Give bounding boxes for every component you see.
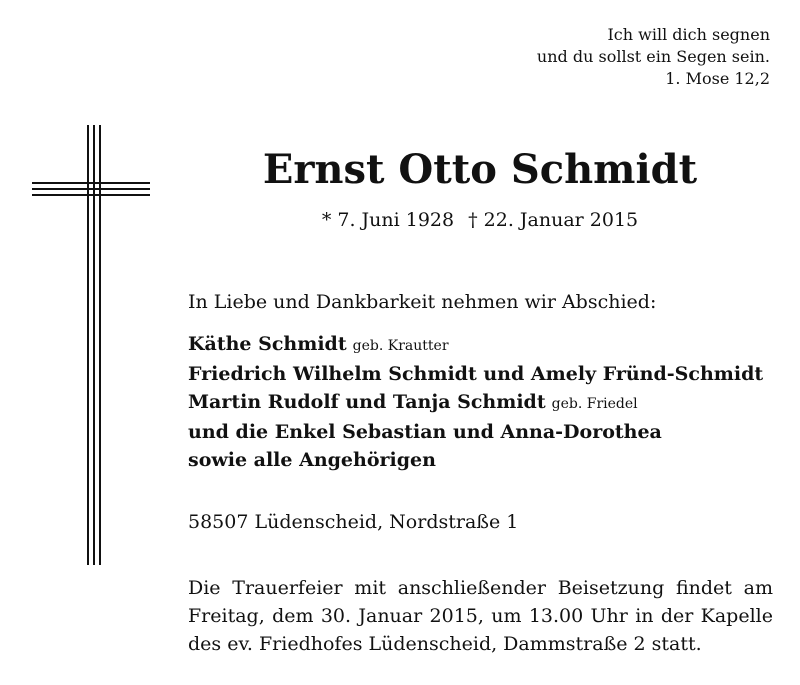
mourner-row: Friedrich Wilhelm Schmidt und Amely Fründ-Schmidt bbox=[188, 363, 764, 385]
mourner-row bbox=[188, 330, 763, 360]
mourners-list bbox=[188, 330, 763, 474]
funeral-details-line: Die Trauerfeier mit anschließender Beisetzung findet am bbox=[188, 577, 773, 599]
family-address: 58507 Lüdenscheid, Nordstraße 1 bbox=[188, 511, 519, 533]
maiden-name-note: geb. Krautter bbox=[352, 338, 449, 354]
funeral-details bbox=[188, 574, 773, 658]
mourner-name: Käthe Schmidt bbox=[188, 333, 347, 355]
verse-line-1: Ich will dich segnen bbox=[607, 25, 770, 44]
deceased-name: Ernst Otto Schmidt bbox=[262, 146, 698, 193]
mourner-row: und die Enkel Sebastian und Anna-Dorothea bbox=[188, 421, 662, 443]
mourner-name: Martin Rudolf und Tanja Schmidt bbox=[188, 391, 546, 413]
mourner-row: sowie alle Angehörigen bbox=[188, 449, 436, 471]
birth-date: * 7. Juni 1928 bbox=[321, 209, 455, 231]
farewell-intro: In Liebe und Dankbarkeit nehmen wir Abschied: bbox=[188, 291, 657, 313]
life-dates bbox=[190, 209, 770, 231]
maiden-name-note: geb. Friedel bbox=[551, 396, 638, 412]
mourner-row bbox=[188, 388, 763, 418]
verse-reference: 1. Mose 12,2 bbox=[665, 69, 770, 88]
funeral-details-line: Freitag, dem 30. Januar 2015, um 13.00 Uhr in der Kapelle bbox=[188, 605, 773, 627]
verse-line-2: und du sollst ein Segen sein. bbox=[536, 47, 770, 66]
death-date: † 22. Januar 2015 bbox=[468, 209, 639, 231]
funeral-details-line: des ev. Friedhofes Lüdenscheid, Dammstraße 2 statt. bbox=[188, 633, 702, 655]
cross-icon bbox=[30, 125, 150, 565]
bible-verse bbox=[470, 24, 770, 90]
